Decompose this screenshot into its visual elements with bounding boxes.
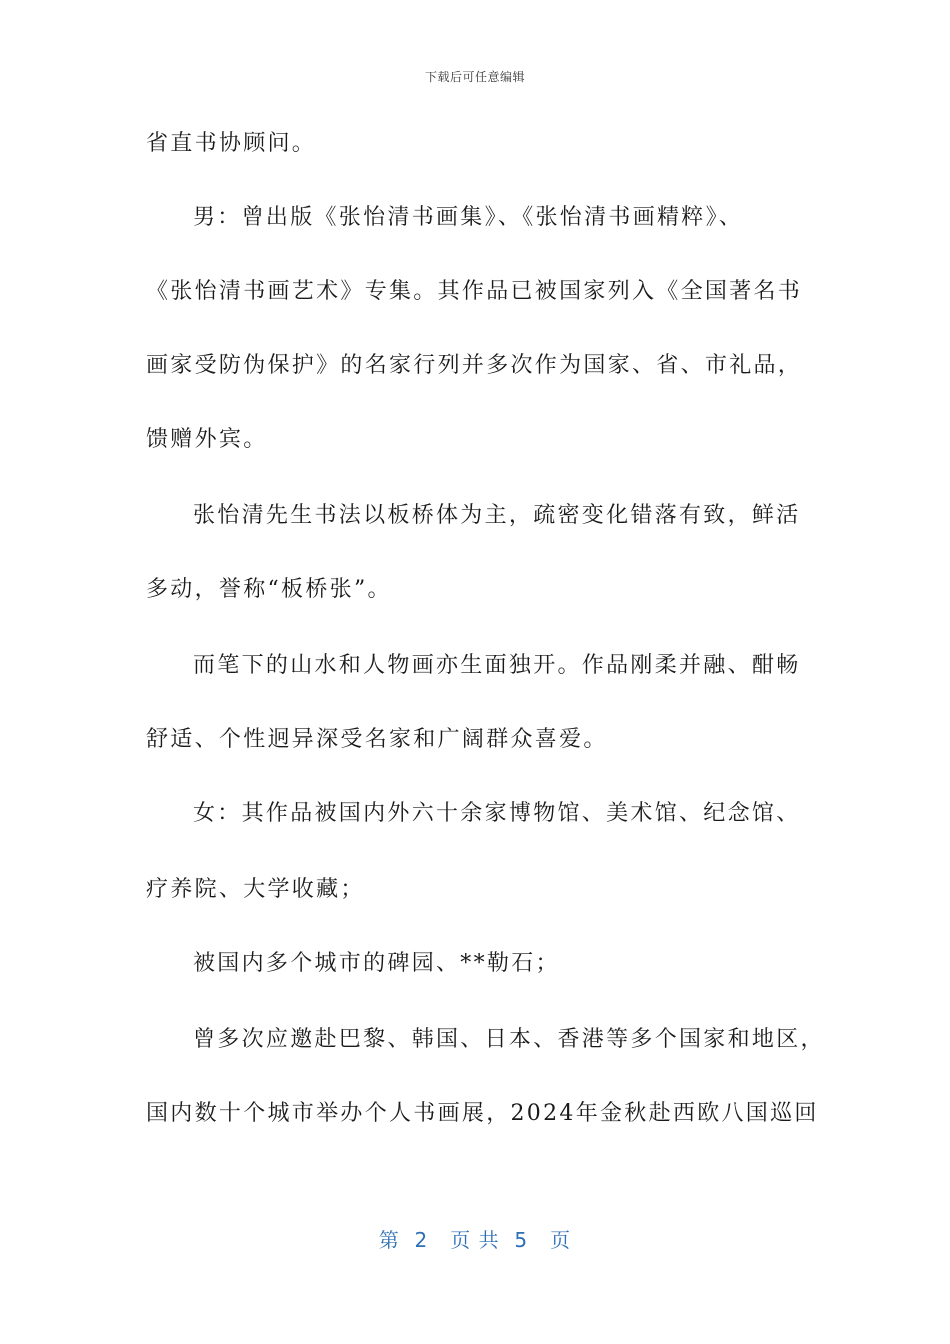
- text-line: 男：曾出版《张怡清书画集》、《张怡清书画精粹》、: [193, 205, 744, 230]
- text-line: 国内数十个城市举办个人书画展，2024年金秋赴西欧八国巡回: [146, 1101, 819, 1126]
- text-line: 被国内多个城市的碑园、**勒石；: [193, 951, 560, 976]
- text-line: 《张怡清书画艺术》专集。其作品已被国家列入《全国著名书: [146, 279, 803, 304]
- text-line: 而笔下的山水和人物画亦生面独开。作品刚柔并融、酣畅: [193, 653, 801, 678]
- text-line: 省直书协顾问。: [146, 131, 317, 156]
- page-header: 下载后可任意编辑: [424, 70, 525, 84]
- text-line: 舒适、个性迥异深受名家和广阔群众喜爱。: [146, 727, 608, 752]
- text-line: 画家受防伪保护》的名家行列并多次作为国家、省、市礼品，: [146, 353, 803, 378]
- page-number-footer: 第 2 页 共 5 页: [378, 1228, 572, 1252]
- text-line: 女：其作品被国内外六十余家博物馆、美术馆、纪念馆、: [193, 801, 801, 826]
- text-line: 馈赠外宾。: [146, 427, 268, 452]
- text-line: 曾多次应邀赴巴黎、韩国、日本、香港等多个国家和地区，: [193, 1027, 825, 1052]
- text-line: 疗养院、大学收藏；: [146, 877, 365, 902]
- text-line: 多动，誉称“板桥张”。: [146, 577, 392, 602]
- text-line: 张怡清先生书法以板桥体为主，疏密变化错落有致，鲜活: [193, 503, 801, 528]
